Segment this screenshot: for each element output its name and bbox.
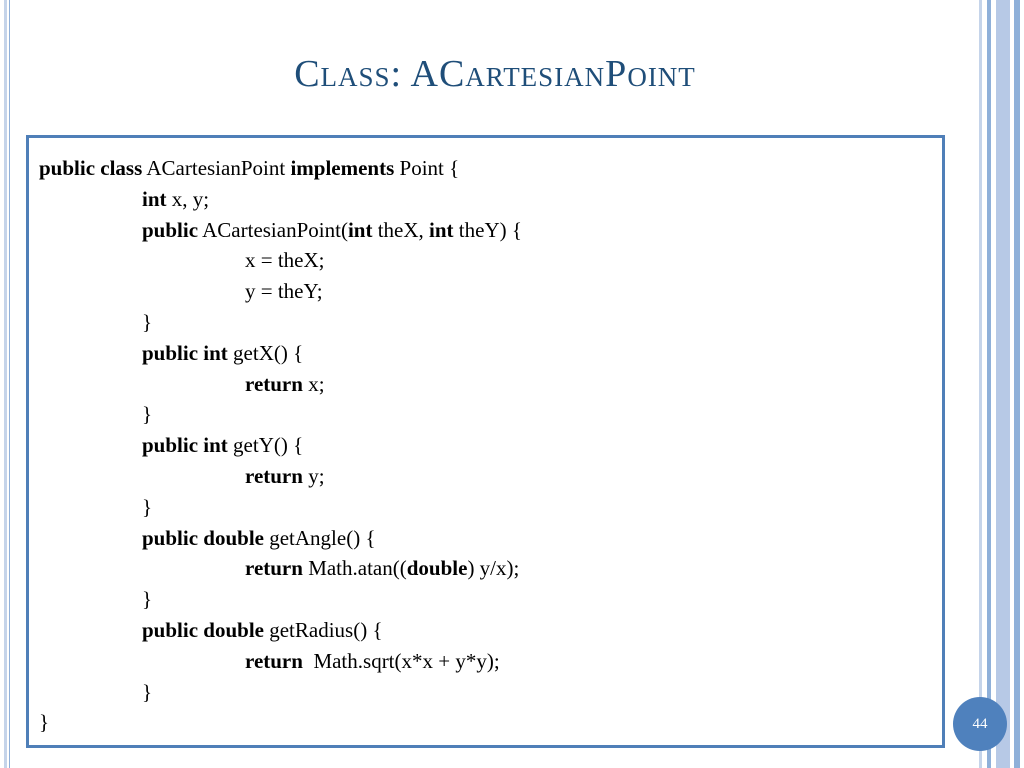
- code-line: [39, 369, 932, 400]
- code-text: ACartesianPoint(: [198, 217, 348, 242]
- code-keyword: double: [406, 556, 468, 581]
- code-text: x = theX;: [245, 248, 325, 273]
- left-border-stripe: [9, 0, 10, 768]
- right-border-stripe: [979, 0, 982, 768]
- code-line: [39, 461, 932, 492]
- code-text: getX() {: [227, 340, 304, 365]
- code-text: theY) {: [453, 217, 522, 242]
- code-line: [39, 677, 932, 708]
- code-listing: [39, 153, 932, 738]
- code-line: [39, 276, 932, 307]
- code-keyword: public: [142, 217, 199, 242]
- code-keyword: return: [245, 556, 303, 581]
- code-keyword: int: [347, 217, 373, 242]
- code-box: [26, 135, 945, 748]
- code-keyword: public class: [39, 156, 143, 180]
- code-line: [39, 584, 932, 615]
- code-keyword: int: [429, 217, 454, 242]
- page-number-badge: 44: [953, 697, 1007, 751]
- code-text: x;: [302, 371, 325, 396]
- code-text: Math.sqrt(x*x + y*y);: [302, 648, 500, 673]
- code-line: [39, 245, 932, 276]
- left-border-stripe: [4, 0, 7, 768]
- code-text: ACartesianPoint: [142, 156, 291, 180]
- code-keyword: int: [142, 186, 167, 211]
- code-line: [39, 307, 932, 338]
- code-text: getAngle() {: [263, 525, 376, 550]
- code-text: }: [142, 309, 153, 334]
- code-text: y = theY;: [245, 279, 323, 304]
- code-text: Math.atan((: [302, 556, 407, 581]
- code-text: Point {: [394, 156, 460, 180]
- code-line: [39, 523, 932, 554]
- code-line: [39, 492, 932, 523]
- code-line: [39, 153, 932, 184]
- code-text: theX,: [372, 217, 430, 242]
- code-text: getRadius() {: [263, 617, 383, 642]
- code-line: [39, 430, 932, 461]
- code-line: [39, 553, 932, 584]
- slide-title: Class: ACartesianPoint: [294, 53, 696, 95]
- code-text: }: [142, 402, 153, 427]
- code-text: }: [39, 710, 50, 735]
- code-line: [39, 646, 932, 677]
- code-line: [39, 615, 932, 646]
- code-line: [39, 338, 932, 369]
- code-keyword: public double: [142, 525, 264, 550]
- code-keyword: return: [245, 648, 303, 673]
- code-text: x, y;: [166, 186, 210, 211]
- code-text: y;: [302, 463, 325, 488]
- code-text: ) y/x);: [467, 556, 520, 581]
- code-keyword: implements: [290, 156, 395, 180]
- code-keyword: public double: [142, 617, 264, 642]
- code-keyword: public int: [142, 433, 228, 458]
- code-text: getY() {: [227, 433, 304, 458]
- code-line: [39, 399, 932, 430]
- right-border-stripe: [1014, 0, 1020, 768]
- right-border-stripe: [996, 0, 1010, 768]
- code-text: }: [142, 494, 153, 519]
- code-text: }: [142, 587, 153, 612]
- code-keyword: return: [245, 463, 303, 488]
- code-line: [39, 215, 932, 246]
- code-keyword: public int: [142, 340, 228, 365]
- code-text: }: [142, 679, 153, 704]
- right-border-stripe: [987, 0, 991, 768]
- code-line: [39, 184, 932, 215]
- code-keyword: return: [245, 371, 303, 396]
- code-line: [39, 707, 932, 738]
